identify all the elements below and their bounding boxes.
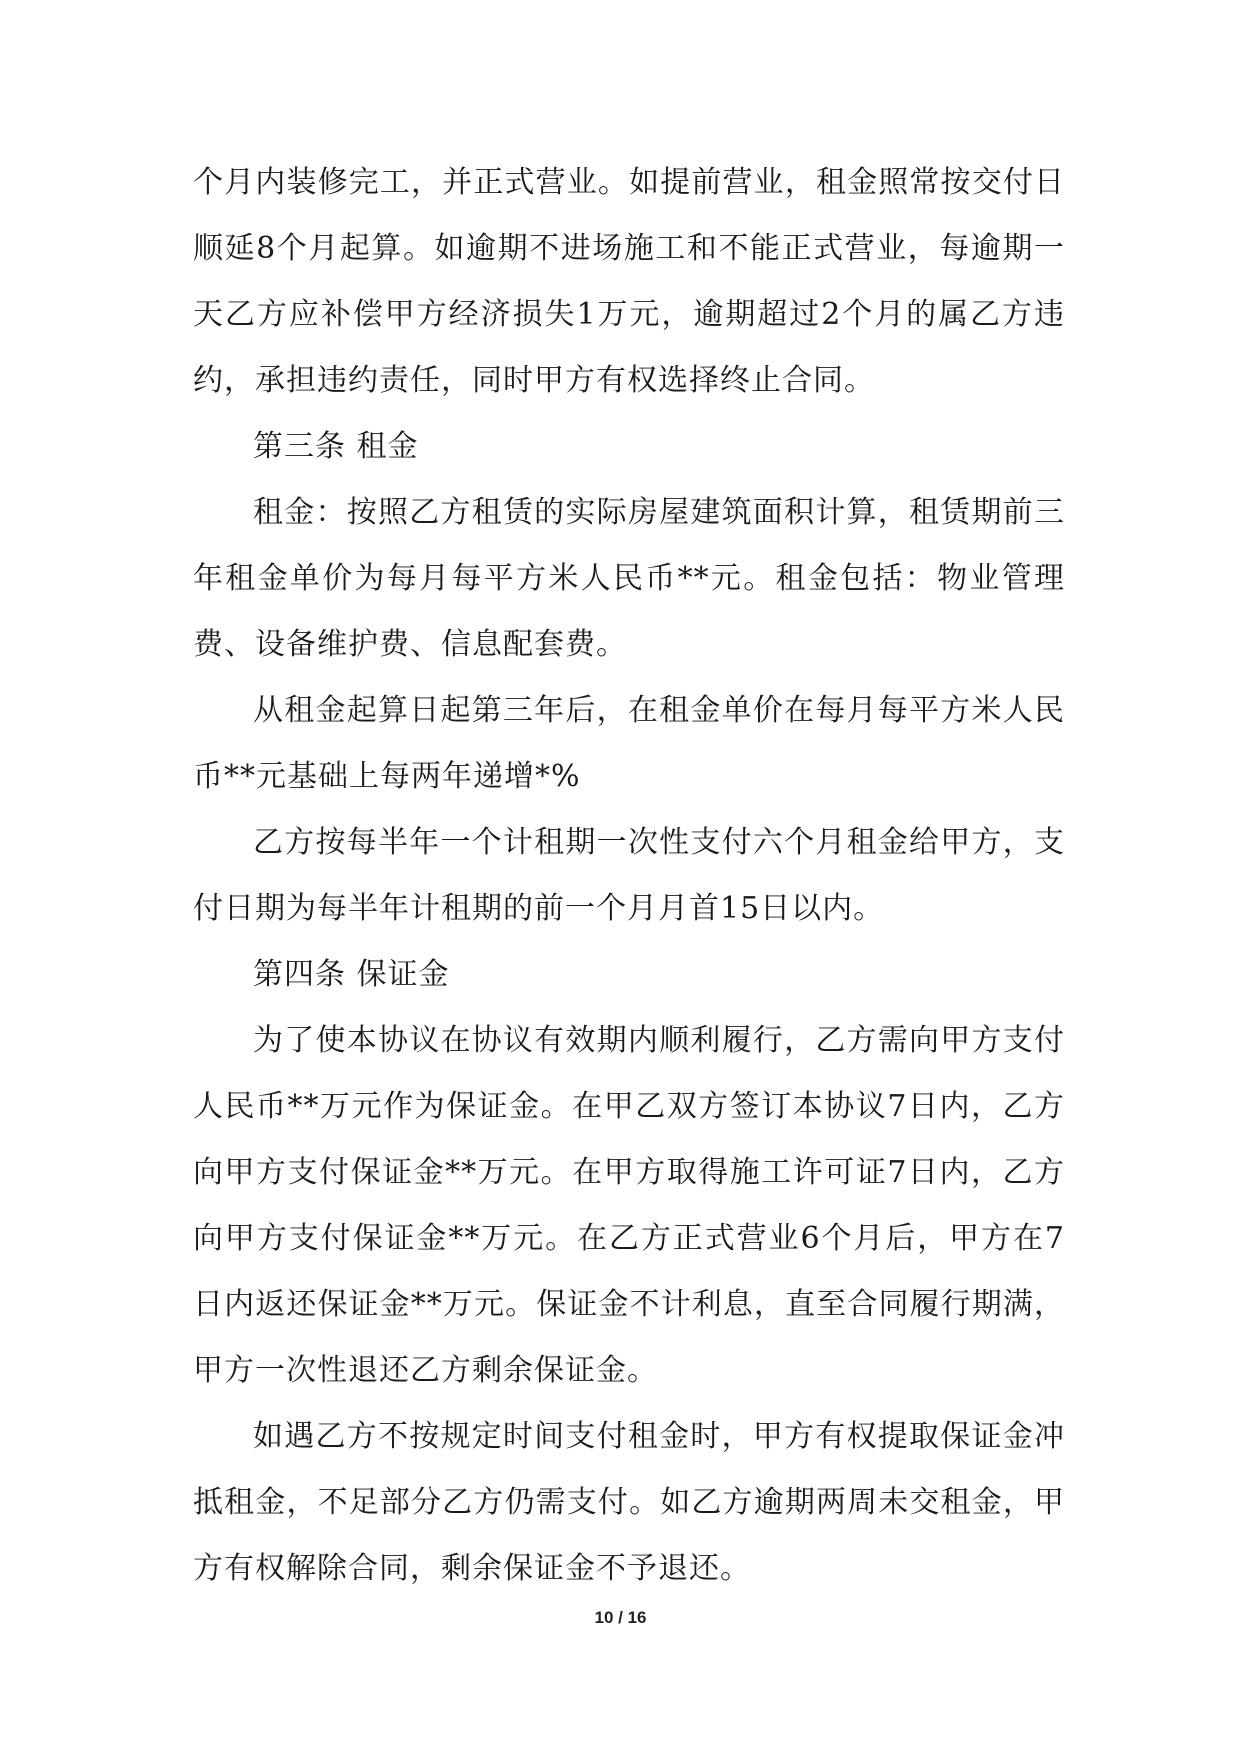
section-heading-article-3: 第三条 租金 [253,429,419,464]
paragraph-rent-payment: 乙方按每半年一个计租期一次性支付六个月租金给甲方，支付日期为每半年计租期的前一个月月首15日以内。 [193,825,1065,926]
paragraph-rent-definition: 租金：按照乙方租赁的实际房屋建筑面积计算，租赁期前三年租金单价为每月每平方米人民币**元。租金包括：物业管理费、设备维护费、信息配套费。 [193,495,1065,662]
paragraph-rent-increase: 从租金起算日起第三年后，在租金单价在每月每平方米人民币**元基础上每两年递增*% [193,693,1065,794]
section-heading-article-4: 第四条 保证金 [253,957,450,992]
document-body [193,150,1065,1602]
paragraph-continuation: 个月内装修完工，并正式营业。如提前营业，租金照常按交付日顺延8个月起算。如逾期不进场施工和不能正式营业，每逾期一天乙方应补偿甲方经济损失1万元，逾期超过2个月的属乙方违约，承担违约责任，同时甲方有权选择终止合同。 [193,165,1065,398]
page-number: 10 / 16 [594,1608,647,1627]
paragraph-deposit-terms: 为了使本协议在协议有效期内顺利履行，乙方需向甲方支付人民币**万元作为保证金。在甲乙双方签订本协议7日内，乙方向甲方支付保证金**万元。在甲方取得施工许可证7日内，乙方向甲方支付保证金**万元。在乙方正式营业6个月后，甲方在7日内返还保证金**万元。保证金不计利息，直至合同履行期满，甲方一次性退还乙方剩余保证金。 [193,1023,1065,1388]
paragraph-deposit-deduction: 如遇乙方不按规定时间支付租金时，甲方有权提取保证金冲抵租金，不足部分乙方仍需支付。如乙方逾期两周未交租金，甲方有权解除合同，剩余保证金不予退还。 [193,1419,1065,1586]
